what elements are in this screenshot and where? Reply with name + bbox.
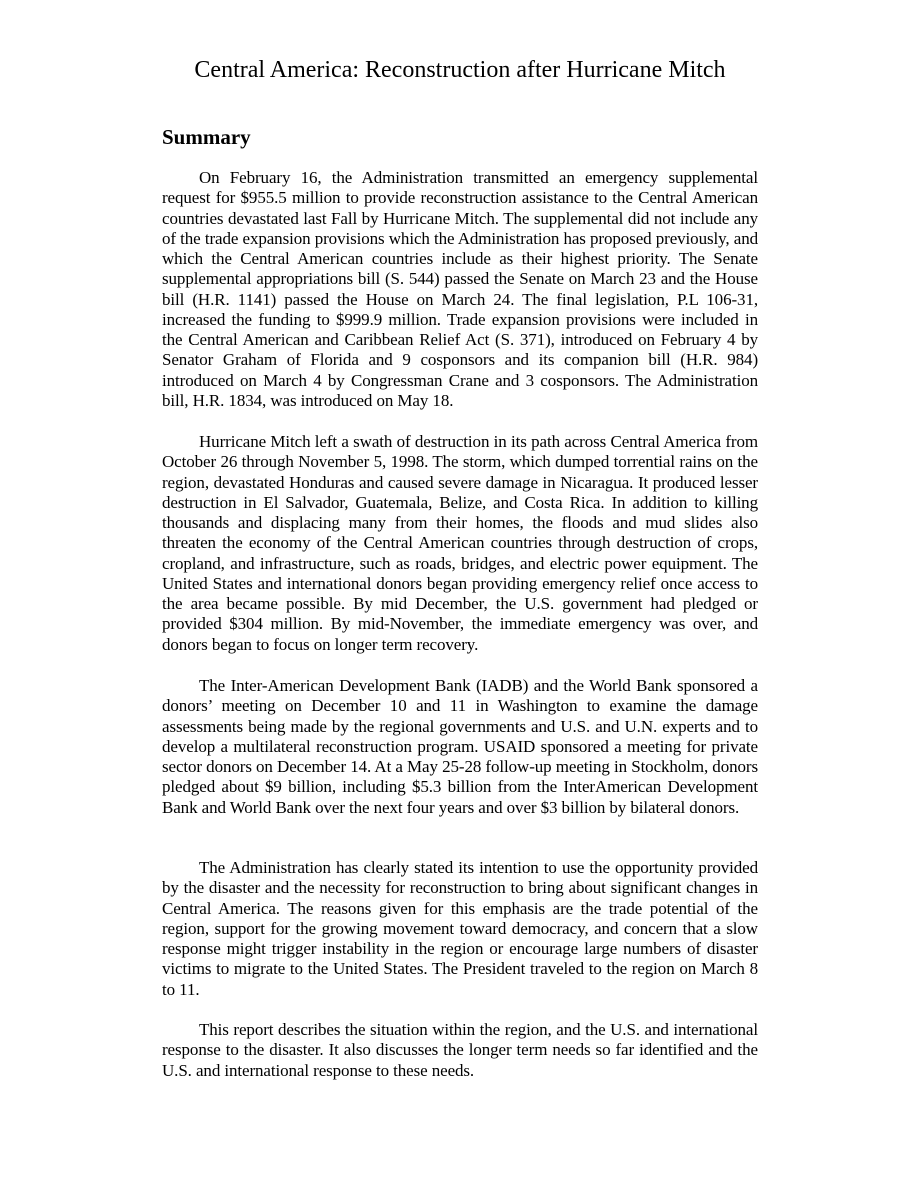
summary-paragraph-1: On February 16, the Administration transmitted an emergency supplemental request for $955.5 million to provide reconstruction assistance to the Central American countries devastated last Fall by Hurricane Mitch. The supplemental did not include any of the trade expansion provisions which the Administration has proposed previously, and which the Central American countries include as their highest priority. The Senate supplemental appropriations bill (S. 544) passed the Senate on March 23 and the House bill (H.R. 1141) passed the House on March 24. The final legislation, P.L 106-31, increased the funding to $999.9 million. Trade expansion provisions were included in the Central American and Caribbean Relief Act (S. 371), introduced on February 4 by Senator Graham of Florida and 9 cosponsors and its companion bill (H.R. 984) introduced on March 4 by Congressman Crane and 3 cosponsors. The Administration bill, H.R. 1834, was introduced on May 18. xyxy=(162,168,758,410)
page-title: Central America: Reconstruction after Hurricane Mitch xyxy=(194,57,726,83)
summary-paragraph-3: The Inter-American Development Bank (IADB) and the World Bank sponsored a donors’ meeting on December 10 and 11 in Washington to examine the damage assessments being made by the regional governments and U.S. and U.N. experts and to develop a multilateral reconstruction program. USAID sponsored a meeting for private sector donors on December 14. At a May 25-28 follow-up meeting in Stockholm, donors pledged about $9 billion, including $5.3 billion from the InterAmerican Development Bank and World Bank over the next four years and over $3 billion by bilateral donors. xyxy=(162,676,758,817)
summary-paragraph-4: The Administration has clearly stated its intention to use the opportunity provided by the disaster and the necessity for reconstruction to bring about significant changes in Central America. The reasons given for this emphasis are the trade potential of the region, support for the growing movement toward democracy, and concern that a slow response might trigger instability in the region or encourage large numbers of disaster victims to migrate to the United States. The President traveled to the region on March 8 to 11. xyxy=(162,858,758,999)
summary-paragraph-5: This report describes the situation within the region, and the U.S. and international response to the disaster. It also discusses the longer term needs so far identified and the U.S. and international response to these needs. xyxy=(162,1020,758,1080)
section-heading-summary: Summary xyxy=(162,125,251,149)
summary-paragraph-2: Hurricane Mitch left a swath of destruction in its path across Central America from October 26 through November 5, 1998. The storm, which dumped torrential rains on the region, devastated Honduras and caused severe damage in Nicaragua. It produced lesser destruction in El Salvador, Guatemala, Belize, and Costa Rica. In addition to killing thousands and displacing many from their homes, the floods and mud slides also threaten the economy of the Central American countries through destruction of crops, cropland, and infrastructure, such as roads, bridges, and electric power equipment. The United States and international donors began providing emergency relief once access to the area became possible. By mid December, the U.S. government had pledged or provided $304 million. By mid-November, the immediate emergency was over, and donors began to focus on longer term recovery. xyxy=(162,432,758,654)
